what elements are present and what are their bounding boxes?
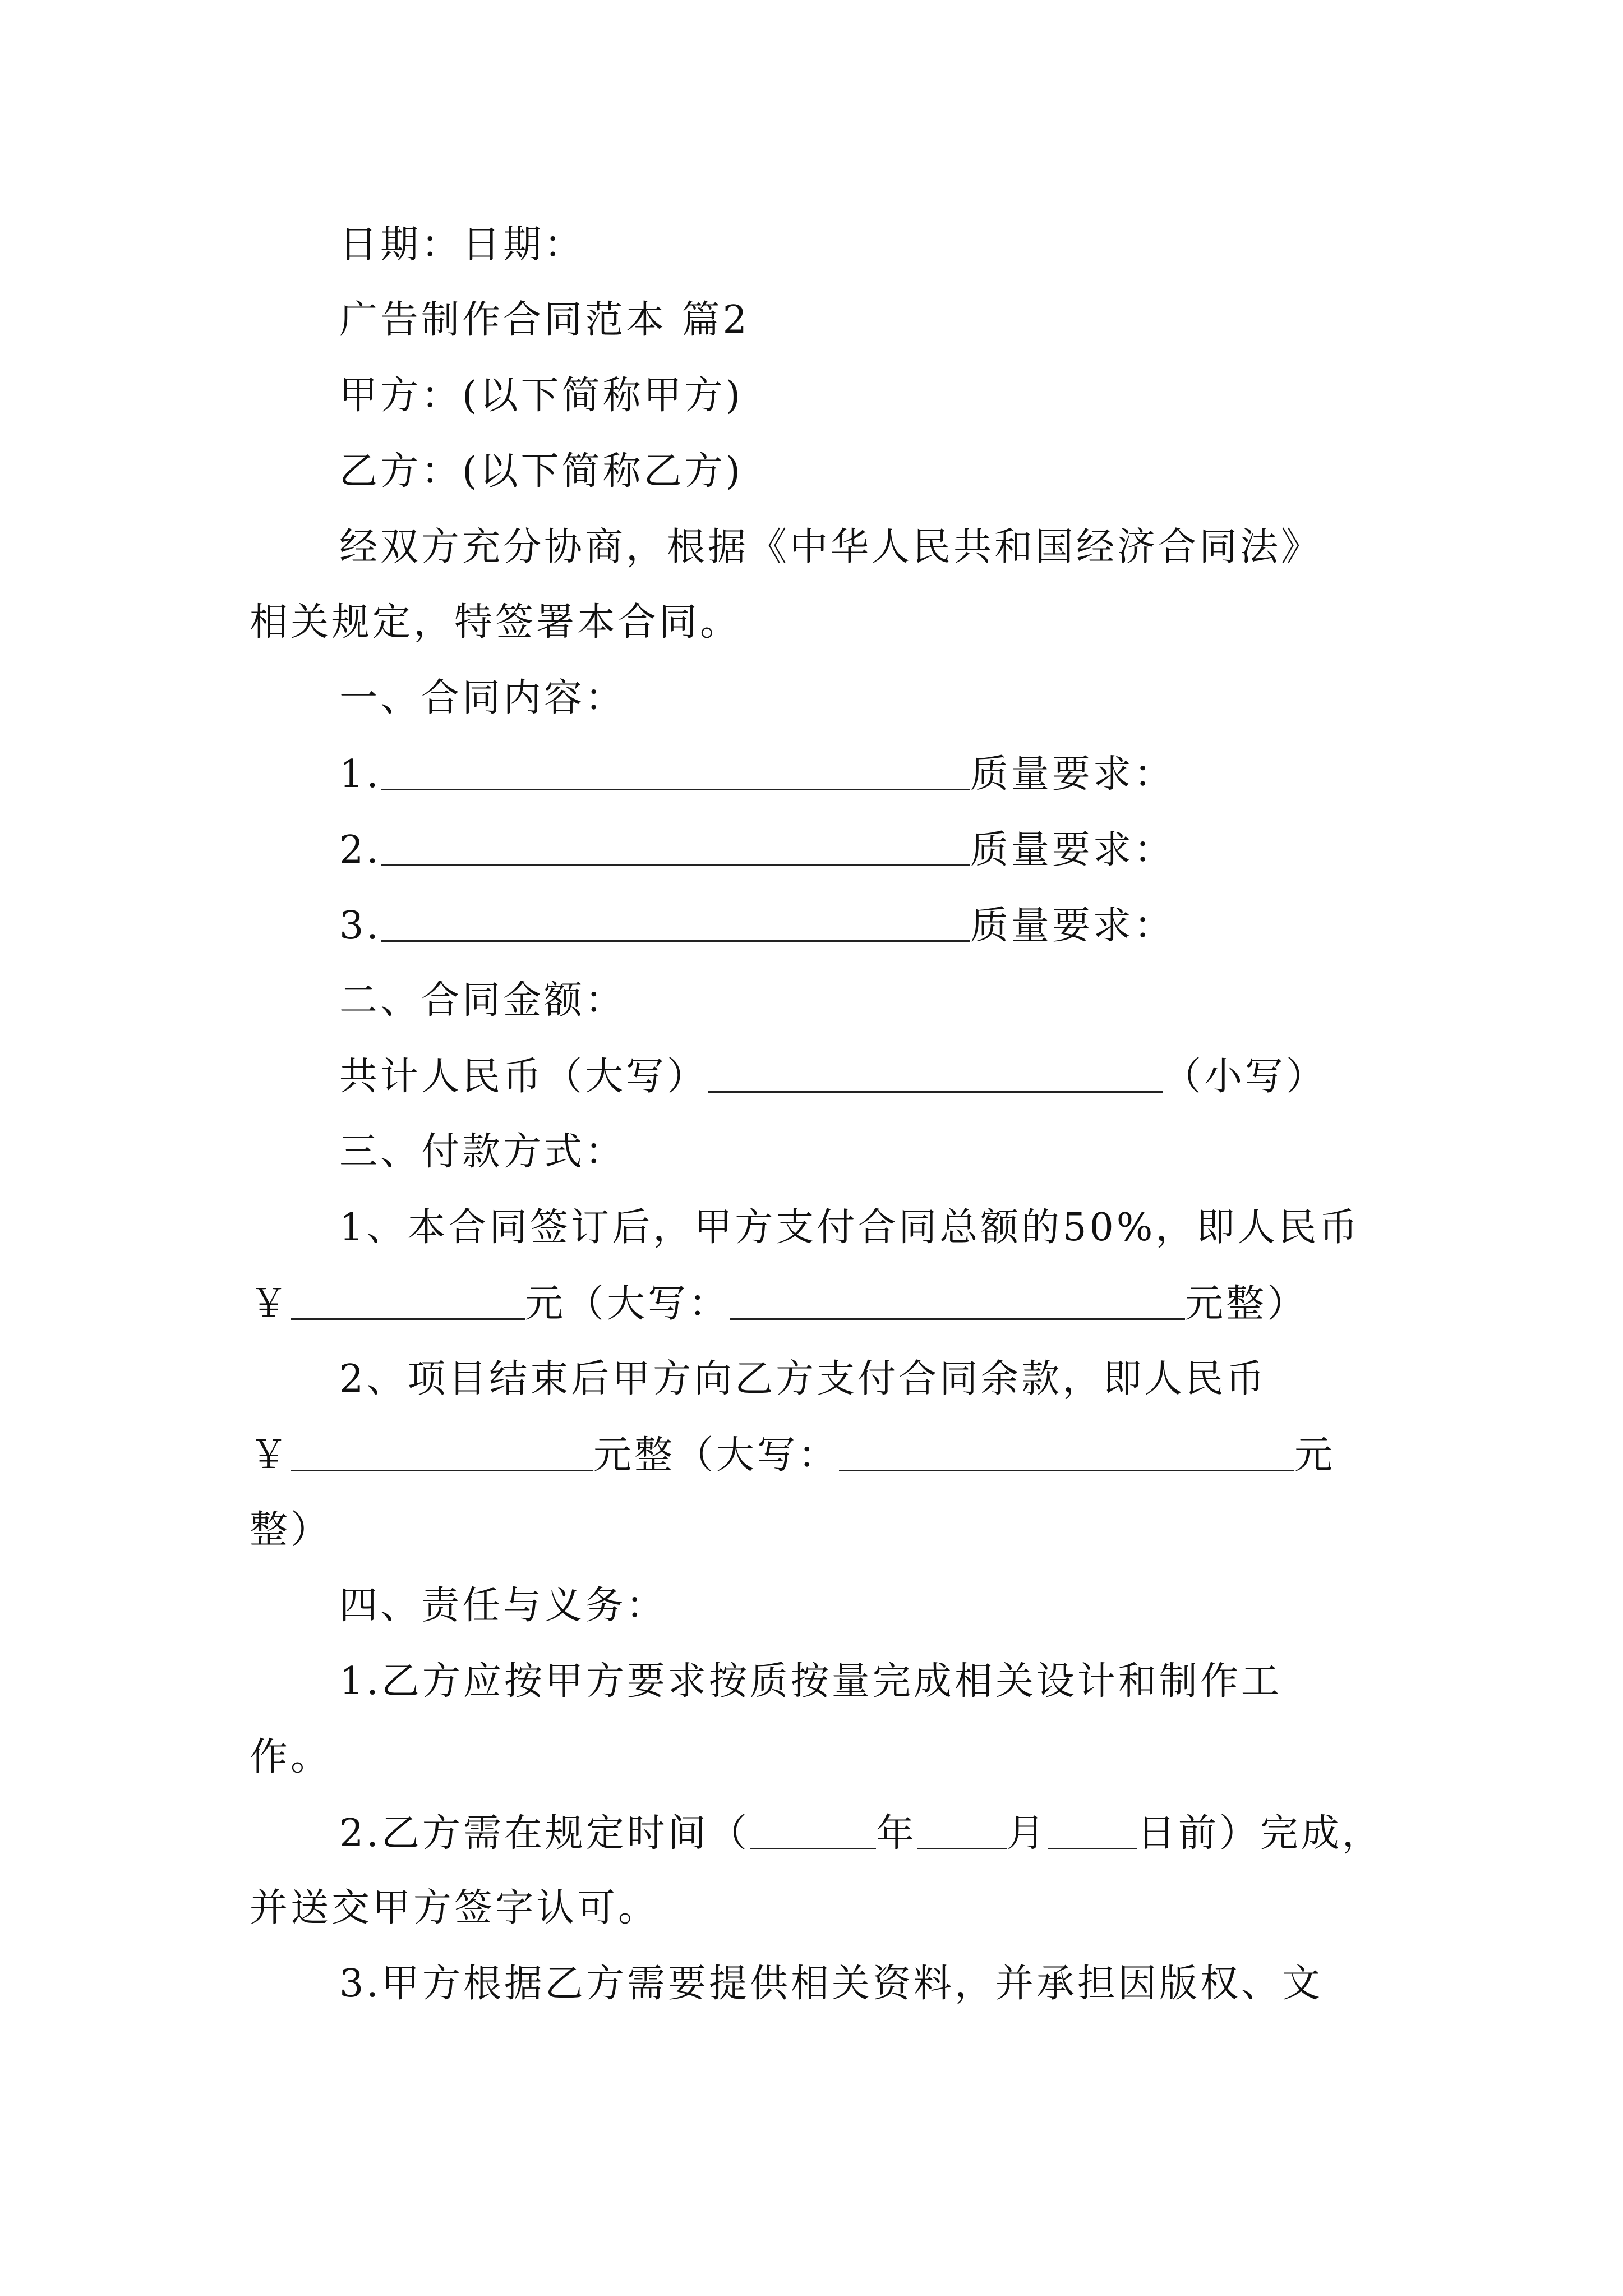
- item-3-blank: [381, 907, 970, 942]
- item-1-blank: [381, 755, 970, 790]
- duty-2-line-2: 并送交甲方签字认可。: [250, 1886, 660, 1930]
- duty-2-prefix: 2.乙方需在规定时间（: [339, 1811, 750, 1856]
- heading-contract-amount: 二、合同金额：: [339, 978, 626, 1023]
- total-lowercase-label: （小写）: [1163, 1055, 1327, 1099]
- yen-sign: ￥: [250, 1282, 291, 1326]
- month-blank: [917, 1814, 1007, 1849]
- heading-responsibilities: 四、责任与义务：: [339, 1584, 667, 1628]
- total-uppercase-label: 共计人民币（大写）: [339, 1055, 708, 1099]
- item-1-number: 1.: [339, 752, 381, 797]
- payment-2-amount-blank: [291, 1436, 593, 1471]
- day-label: 日前）完成，: [1137, 1811, 1383, 1856]
- year-blank: [750, 1814, 876, 1849]
- payment-2-yuan-label: 元: [1294, 1433, 1336, 1478]
- heading-payment-method: 三、付款方式：: [339, 1130, 626, 1174]
- payment-1-yuan-label: 元（大写：: [525, 1282, 730, 1326]
- payment-2-yuanzheng-label: 元整（大写：: [593, 1433, 840, 1478]
- yen-sign: ￥: [250, 1433, 291, 1478]
- payment-1-amount-blank: [291, 1285, 525, 1320]
- day-blank: [1048, 1814, 1137, 1849]
- total-uppercase-blank: [708, 1057, 1163, 1093]
- item-1-line: [339, 752, 1175, 797]
- month-label: 月: [1006, 1811, 1048, 1856]
- payment-1-line-1: 1、本合同签订后，甲方支付合同总额的50%，即人民币: [339, 1205, 1361, 1250]
- duty-1-line-2: 作。: [250, 1735, 332, 1779]
- party-b-line: 乙方：(以下简称乙方): [339, 449, 744, 494]
- total-amount-line: [339, 1055, 1327, 1099]
- item-3-number: 3.: [339, 904, 381, 948]
- payment-2-uppercase-blank: [839, 1436, 1294, 1471]
- date-line: 日期：日期：: [339, 223, 585, 267]
- payment-1-uppercase-blank: [730, 1285, 1185, 1320]
- intro-paragraph-line-1: 经双方充分协商，根据《中华人民共和国经济合同法》: [339, 525, 1322, 569]
- duty-3-line-1: 3.甲方根据乙方需要提供相关资料，并承担因版权、文: [339, 1962, 1323, 2006]
- year-label: 年: [875, 1811, 917, 1856]
- party-a-line: 甲方：(以下简称甲方): [339, 374, 744, 418]
- payment-2-line-2: [250, 1433, 1336, 1478]
- item-2-blank: [381, 831, 970, 866]
- heading-contract-content: 一、合同内容：: [339, 676, 626, 720]
- payment-2-line-3: 整）: [250, 1508, 332, 1552]
- payment-2-line-1: 2、项目结束后甲方向乙方支付合同余款，即人民币: [339, 1357, 1267, 1401]
- payment-1-line-2: [250, 1282, 1308, 1326]
- item-3-quality-label: 质量要求：: [970, 904, 1175, 948]
- section-title: 广告制作合同范本 篇2: [339, 298, 750, 342]
- item-2-line: [339, 828, 1175, 872]
- item-3-line: [339, 904, 1175, 948]
- item-1-quality-label: 质量要求：: [970, 752, 1175, 797]
- duty-2-line-1: [339, 1811, 1383, 1856]
- item-2-quality-label: 质量要求：: [970, 828, 1175, 872]
- item-2-number: 2.: [339, 828, 381, 872]
- payment-1-end: 元整）: [1185, 1282, 1308, 1326]
- intro-paragraph-line-2: 相关规定，特签署本合同。: [250, 600, 741, 645]
- duty-1-line-1: 1.乙方应按甲方要求按质按量完成相关设计和制作工: [339, 1659, 1282, 1704]
